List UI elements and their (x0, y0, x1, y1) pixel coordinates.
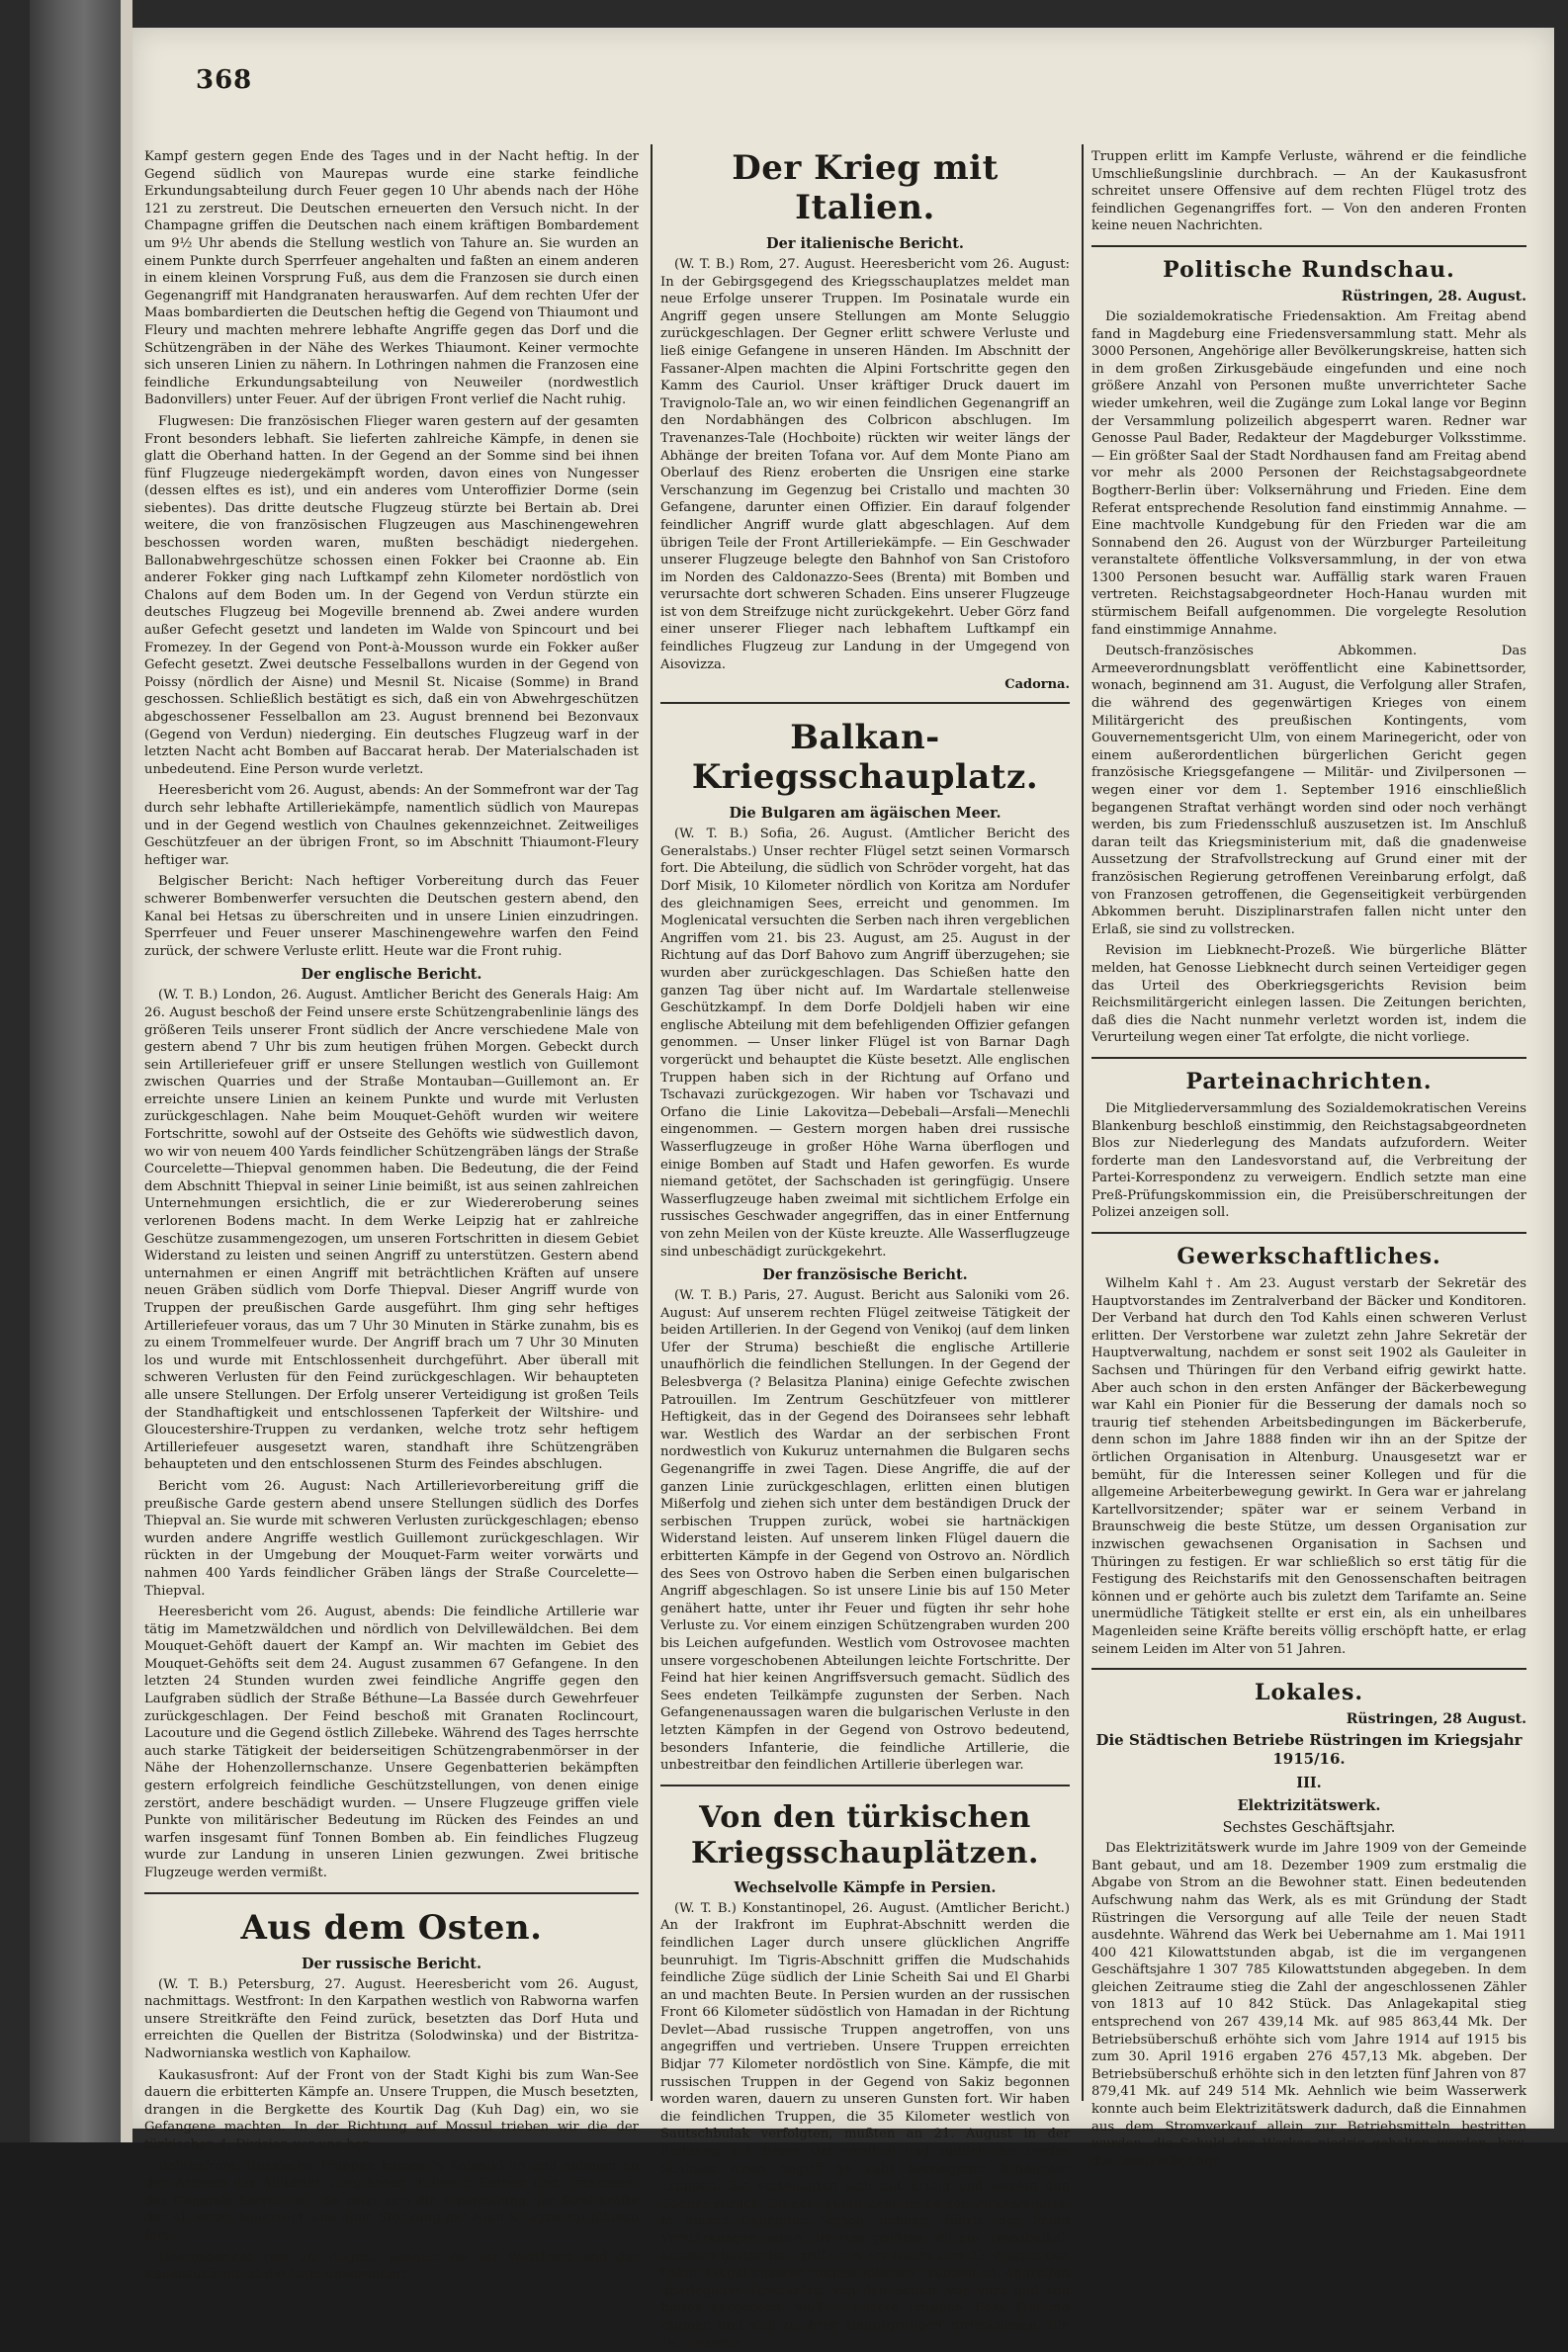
newspaper-page (132, 28, 1554, 2351)
section-subheading: Wechselvolle Kämpfe in Persien. (734, 1878, 997, 1896)
dateline: Rüstringen, 28 August. (1346, 1711, 1526, 1728)
column-3 (1091, 148, 1526, 2169)
section-heading: Von den türkischen Kriegsschauplätzen. (691, 1799, 1039, 1871)
article-paragraph: Bericht vom 26. August: Nach Artillerievorbereitung griff die preußische Garde gestern abend unsere Stellungen südlich des Dorfes Thiepval an. Sie wurde mit schweren Verlusten zurückgeschlagen; ebenso wurden andere Angriffe westlich Guillemont zurückgeschlagen. Wir rückten in der Umgebung der Mouquet-Farm weiter vorwärts und nahmen 400 Yards feindlicher Gräben längs der Straße Courcelette—Thiepval. (144, 1478, 639, 1599)
section-heading: Der Krieg mit Italien. (732, 148, 999, 227)
section-subheading: Der russische Bericht. (301, 1955, 482, 1972)
section-heading: Balkan-Kriegsschauplatz. (691, 718, 1039, 798)
article-paragraph: Heeresbericht vom 26. August, abends: An der Sommefront war der Tag durch sehr lebhafte Artilleriekämpfe, namentlich südlich von Maurepas und in der Gegend westlich von Chaulnes gekennzeichnet. Zeitweiliges Geschützfeuer an der übrigen Front, so im Abschnitt Thiaumont-Fleury heftiger war. (144, 783, 639, 868)
column-rule (651, 144, 653, 2101)
article-paragraph: (W. T. B.) Rom, 27. August. Heeresbericht vom 26. August: In der Gebirgsgegend des Kriegsschauplatzes meldet man neue Erfolge unserer Truppen. Im Posinatale wurde ein Angriff gegen unsere Stellungen am Monte Seluggio zurückgeschlagen. Der Gegner erlitt schwere Verluste und ließ einige Gefangene in unseren Händen. Im Abschnitt der Fassaner-Alpen machten die Alpini Fortschritte gegen den Kamm des Cauriol. Unser kräftiger Druck dauert im Travignolo-Tale an, wo wir einen feindlichen Gegenangriff an den Nordabhängen des Colbricon abschlugen. Im Travenanzes-Tale (Hochboite) rückten wir weiter längs der Abhänge der breiten Tofana vor. Auf dem Monte Piano am Oberlauf des Rienz eroberten die Unsrigen eine starke Verschanzung im Gegenzug bei Cristallo und machten 30 Gefangene, darunter einen Offizier. Ein darauf folgender feindlicher Angriff wurde glatt abgeschlagen. Auf dem übrigen Teile der Front Artilleriekämpfe. — Ein Geschwader unserer Flugzeuge belegte den Bahnhof von San Cristoforo im Norden des Caldonazzo-Sees (Brenta) mit Bomben und verursachte dort schweren Schaden. Eins unserer Flugzeuge ist von dem Streifzuge nicht zurückgekehrt. Ueber Görz fand einer unserer Flieger nach lebhaftem Luftkampf ein feindliches Flugzeug zur Landung in der Umgegend von Aisovizza. (660, 257, 1070, 672)
section-subheading: Der englische Bericht. (301, 966, 482, 984)
article-title: Die Städtischen Betriebe Rüstringen im Kriegsjahr 1915/16. (1095, 1731, 1523, 1769)
column-2 (660, 148, 1070, 2351)
article-paragraph: Balkanfront: Russische Truppen kamen in Saloniki an und nahmen an den Armeen der Alliierten (Engländer, Italiener, Serben und Franzosen) des Generals Sarrail teil. So setzt sich die Entwicklung der Streitkräfte der Alliierten beharrlich und ohne Stockung auf allen Kriegsschauplätzen fort. (144, 2158, 639, 2243)
section-heading: Gewerkschaftliches. (1176, 1244, 1441, 1270)
article-paragraph: Wilhelm Kahl †. Am 23. August verstarb der Sekretär des Hauptvorstandes im Zentralverband der Bäcker und Konditoren. Der Verband hat durch den Tod Kahls einen schweren Verlust erlitten. Der Verstorbene war zuletzt zehn Jahre Sekretär der Hauptverwaltung, nachdem er sonst seit 1902 als Gauleiter in Sachsen und Thüringen für den Verband eifrig gewirkt hatte. Aber auch schon in den ersten Anfänger der Bäckerbewegung war Kahl ein Pionier für die Besserung der damals noch so traurig tief stehenden Arbeitsbedingungen im Bäckerberufe, denn schon im Jahre 1888 finden wir ihn an der Spitze der örtlichen Organisation in Altenburg. Unausgesetzt war er bemüht, für die Interessen seiner Kollegen und für die allgemeine Arbeiterbewegung gewirkt. In Gera war er jahrelang Kartellvorsitzender; später war er seinem Verband in Braunschweig die beste Stütze, um dessen Organisation zur inzwischen gewachsenen Organisation in Sachsen und Thüringen zu festigen. Er war schließlich so erst tätig für die Festigung des Reichstarifs mit den Genossenschaften beitragen können und er gehörte auch bis zuletzt dem Tarifamte an. Seine unermüdliche Tätigkeit stellte er erst ein, als ein unheilbares Magenleiden seine Kräfte bereits völlig erschöpft hatte, er erlag seinem Leiden im Alter von 51 Jahren. (1091, 1276, 1526, 1657)
section-divider (660, 1785, 1070, 1786)
section-heading: Politische Rundschau. (1163, 256, 1455, 283)
section-divider (1091, 1668, 1526, 1670)
article-paragraph: Revision im Liebknecht-Prozeß. Wie bürgerliche Blätter melden, hat Genosse Liebknecht durch seinen Verteidiger gegen das Urteil des Oberkriegsgerichts Revision beim Reichsmilitärgericht einlegen lassen. Die Zeitungen berichten, daß dies die Nacht nunmehr verletzt worden ist, indem die Verurteilung wegen einer Tat erfolgte, die nicht vorliege. (1091, 943, 1526, 1046)
section-heading: Aus dem Osten. (240, 1907, 543, 1948)
section-subheading: Der italienische Bericht. (766, 235, 964, 252)
article-paragraph: Die Mitgliederversammlung des Sozialdemokratischen Vereins Blankenburg beschloß einstimmig, den Reichstagsabgeordneten Blos zur Niederlegung des Mandats aufzufordern. Weiter forderte man den Landesvorstand auf, die Verbreitung der Partei-Korrespondenz zu verweigern. Endlich setzte man eine Preß-Prüfungskommission ein, die Preisüberschreitungen der Polizei anzeigen soll. (1091, 1100, 1526, 1221)
section-divider (1091, 1057, 1526, 1059)
article-paragraph: Kampf gestern gegen Ende des Tages und in der Nacht heftig. In der Gegend südlich von Maurepas wurde eine starke feindliche Erkundungsabteilung durch Feuer gegen 10 Uhr abends nach der Höhe 121 zu zerstreut. Die Deutschen erneuerten den Versuch nicht. In der Champagne griffen die Deutschen nach einem kräftigen Bombardement um 9½ Uhr abends die Stellung westlich von Tahure an. Sie wurden an einem Punkte durch Sperrfeuer angehalten und faßten an einem anderen in einem kleinen Vorsprung Fuß, aus dem die Franzosen sie durch einen Gegenangriff mit Handgranaten herauswarfen. Auf dem rechten Ufer der Maas bombardierten die Deutschen heftig die Gegend von Thiaumont und Fleury und machten mehrere lebhafte Angriffe gegen das Dorf und die Schützengräben in der Nähe des Werkes Thiaumont. Keiner vermochte sich unseren Linien zu nähern. In Lothringen nahmen die Franzosen eine feindliche Erkundungsabteilung von Neuweiler (nordwestlich Badonvillers) unter Feuer. Auf der übrigen Front verlief die Nacht ruhig. (144, 149, 639, 408)
section-subheading: Sechstes Geschäftsjahr. (1222, 1820, 1396, 1837)
signature-line: Cadorna. (1004, 677, 1070, 693)
book-binding (30, 0, 121, 2142)
article-paragraph: (W. T. B.) Paris, 27. August. Bericht aus Saloniki vom 26. August: Auf unserem rechten Flügel zeitweise Tätigkeit der beiden Artillerien. In der Gegend von Venikoj (auf dem linken Ufer der Struma) beschießt die englische Artillerie unaufhörlich die feindlichen Stellungen. In der Gegend der Belesbverga (? Belasitza Planina) einige Gefechte zwischen Patrouillen. Im Zentrum Geschützfeuer von mittlerer Heftigkeit, das in der Gegend des Doiransees sehr lebhaft war. Westlich des Wardar an der serbischen Front nordwestlich von Kukuruz unternahmen die Bulgaren sechs Gegenangriffe in zwei Tagen. Diese Angriffe, die auf der ganzen Linie zurückgeschlagen, erlitten einen blutigen Mißerfolg und ziehen sich unter dem beständigen Druck der serbischen Truppen zurück, wobei sie hartnäckigen Widerstand leisten. Auf unserem linken Flügel dauern die erbitterten Kämpfe in der Gegend von Ostrovo an. Nördlich des Sees von Ostrovo haben die Serben einen bulgarischen Angriff abgeschlagen. So ist unsere Linie bis auf 150 Meter genähert hatte, unter ihr Feuer und fügten ihr sehr hohe Verluste zu. Vor einem einzigen Schützengraben wurden 200 bis Leichen aufgefunden. Westlich vom Ostrovosee machten unsere vorgeschobenen Abteilungen leichte Fortschritte. Der Feind hat hier keinen Angriffsversuch gemacht. Südlich des Sees endeten Teilkämpfe zugunsten der Serben. Nach Gefangenenaussagen waren die bulgarischen Verluste in den letzten Kämpfen in der Gegend von Ostrovo bedeutend, besonders Infanterie, die feindliche Artillerie, die unbestreitbar den feindlichen Artillerie überlegen war. (660, 1288, 1070, 1774)
article-paragraph: Belgischer Bericht: Nach heftiger Vorbereitung durch das Feuer schwerer Bombenwerfer versuchten die Deutschen gestern abend, den Kanal bei Hetsas zu überschreiten und in unsere Linien einzudringen. Sperrfeuer und Feuer unserer Maschinengewehre warfen den Feind zurück, der schwere Verluste erlitt. Heute war die Front ruhig. (144, 874, 639, 959)
article-paragraph: Truppen erlitt im Kampfe Verluste, während er die feindliche Umschließungslinie durchbrach. — An der Kaukasusfront schreitet unsere Offensive auf dem rechten Flügel trotz des feindlichen Gegenangriffes fort. — Von den anderen Fronten keine neuen Nachrichten. (1091, 149, 1526, 234)
article-paragraph: (W. T. B.) London, 26. August. Amtlicher Bericht des Generals Haig: Am 26. August beschoß der Feind unsere erste Schützengrabenlinie längs des größeren Teils unserer Front südlich der Ancre verschiedene Male von gestern abend 7 Uhr bis zum heutigen frühen Morgen. Gebeckt durch sein Artilleriefeuer griff er unsere Stellungen westlich von Guillemont zwischen Quarries und der Straße Montauban—Guillemont an. Er erreichte unsere Linien an keinem Punkte und wurde mit Verlusten zurückgeschlagen. Nahe beim Mouquet-Gehöft wurden wir weitere Fortschritte, sowohl auf der Ostseite des Gehöfts wie südwestlich davon, wo wir von neuem 400 Yards feindlicher Schützengräben längs der Straße Courcelette—Thiepval genommen haben. Die Bedeutung, die der Feind dem Abschnitt Thiepval in seiner Linie beimißt, ist aus seinen zahlreichen Unternehmungen ersichtlich, die er zur Wiedereroberung seines verlorenen Bodens macht. In dem Werke Leipzig hat er zahlreiche Geschütze zusammengezogen, um unseren Fortschritten in diesem Gebiet Widerstand zu leisten und seinen Angriff zu unterstützen. Gestern abend unternahmen er einen Angriff mit beträchtlichen Kräften auf unsere neuen Gräben südlich vom Dorfe Thiepval. Dieser Angriff wurde von Truppen der preußischen Garde ausgeführt. Ihm ging sehr heftiges Artilleriefeuer voraus, das um 7 Uhr 30 Minuten in Stärke zunahm, bis es zu einem Trommelfeuer wurde. Der Angriff brach um 7 Uhr 30 Minuten los und wurde mit Entschlossenheit durchgeführt. Aber überall mit schweren Verlusten für den Feind zurückgeschlagen. Wir behaupteten alle unsere Stellungen. Der Erfolg unserer Verteidigung ist großen Teils der Standhaftigkeit und entschlossenen Tapferkeit der Wiltshire- und Gloucestershire-Truppen zu verdanken, welche trotz sehr heftigem Artilleriefeuer ausgesetzt waren, standhaft ihre Schützengräben behaupteten und den entschlossenen Sturm des Feindes abschlugen. (144, 988, 639, 1473)
section-subheading: Die Bulgaren am ägäischen Meer. (729, 805, 1002, 823)
page-gutter (121, 0, 132, 2142)
section-subheading: Elektrizitätswerk. (1237, 1797, 1381, 1815)
article-paragraph: Flugwesen: Die französischen Flieger waren gestern auf der gesamten Front besonders lebhaft. Sie lieferten zahlreiche Kämpfe, in denen sie glatt die Oberhand hatten. In der Gegend an der Somme sind bei ihnen fünf Flugzeuge niedergekämpft worden, davon eines von Nungesser (dessen elftes es ist), und ein anderes vom Unteroffizier Dorme (sein siebentes). Das dritte deutsche Flugzeug stürzte bei Bertain ab. Drei weitere, die von französischen Flugzeugen aus Maschinengewehren beschossen worden waren, mußten beschädigt niedergehen. Ballonabwehrgeschütze schossen einen Fokker bei Craonne ab. Ein anderer Fokker ging nach Luftkampf zehn Kilometer nordöstlich von Chalons auf dem Boden um. In der Gegend von Verdun stürzte ein deutsches Flugzeug bei Mogeville brennend ab. Zwei andere wurden außer Gefecht gesetzt und landeten im Walde von Spincourt und bei Fromezey. In der Gegend von Pont-à-Mousson wurde ein Fokker außer Gefecht gesetzt. Zwei deutsche Fesselballons wurden in der Gegend von Poissy (nördlich der Aisne) und Mesnil St. Nicaise (Somme) in Brand geschossen. Schließlich bestätigt es sich, daß ein von Abwehrgeschützen abgeschossener Fesselballon am 23. August brennend bei Bezonvaux (Gegend von Verdun) niederging. Ein deutsches Flugzeug warf in der letzten Nacht acht Bomben auf Baccarat herab. Der Materialschaden ist unbedeutend. Eine Person wurde verletzt. (144, 413, 639, 777)
article-paragraph: Das Elektrizitätswerk wurde im Jahre 1909 von der Gemeinde Bant gebaut, und am 18. Dezember 1909 zum erstmalig die Abgabe von Strom an die Bewohner statt. Einen bedeutenden Aufschwung nahm das Werk, als es mit Gründung der Stadt Rüstringen die Versorgung auf alle Teile der neuen Stadt ausdehnte. Während das Werk bei Uebernahme am 1. Mai 1911 400 421 Kilowattstunden abgab, ist die im vergangenen Geschäftsjahre 1 307 785 Kilowattstunden abgegeben. In dem gleichen Zeitraume stieg die Zahl der angeschlossenen Zähler von 1813 auf 10 842 Stück. Das Anlagekapital stieg entsprechend von 267 439,14 Mk. auf 985 863,44 Mk. Der Betriebsüberschuß erhöhte sich vom Jahre 1914 auf 1915 bis zum 30. April 1916 ergaben 276 457,13 Mk. abgeben. Der Betriebsüberschuß erhöhte sich in den letzten fünf Jahren von 87 879,41 Mk. auf 249 514 Mk. Aehnlich wie beim Wasserwerk konnte auch beim Elektrizitätswerk dadurch, daß die Einnahmen aus dem Stromverkauf allein zur Betriebsmitteln bestritten wurden, die Schuld des Werkes niedrig gehalten werden, bzw. die finanzielle Lage (1091, 1841, 1526, 2169)
section-divider (1091, 245, 1526, 247)
article-paragraph: (W. T. B.) Konstantinopel, 26. August. (Amtlicher Bericht.) An der Irakfront im Euphrat-Abschnitt werden die feindlichen Lager durch unsere glücklichen Angriffe beunruhigt. Im Tigris-Abschnitt griffen die Mudschahids feindliche Züge südlich der Linie Scheith Sai und El Gharbi an und machten Beute. In Persien wurden an der russischen Front 66 Kilometer südöstlich von Hamadan in der Richtung Devlet—Abad russische Truppen angetroffen, von uns angegriffen und vertrieben. Unsere Truppen erreichten Bidjar 77 Kilometer nordöstlich von Sine. Kämpfe, die mit russischen Truppen in der Gegend von Sakiz begonnen worden waren, dauern zu unseren Gunsten fort. Wir haben die feindlichen Truppen, die 35 Kilometer westlich von Sautschbulak verfolgten, mußten an 21. August in der Richtung auf diesen Ort nördlich und südlich des Dorfes Schinian einen Angriff an Zahl überlegener feindlicher Truppen. Sie verteidigten sich mit Erfolg und warfen den Gegner zurück. Da dem guten Zustand seiner Verkehrsmittel in diesen Gegenden Vorteil ziehend, führte der Feind Verstärkungen heran, die zum größten Teil aus Transbaikal-Kosaken bestanden, griff er in der Nacht zum 22. August den linken Flügel unserer vorgeschobenen Truppen an. Angreifen überlegener Streitkräfte von den Seiten, von vorn und von hinten ausgesetzt, mußten unsere Truppen diese Stellung räumen und sich zu ihren Hauptgruppen zurückziehen. Ein Teil unserer (660, 1900, 1070, 2351)
section-divider (660, 702, 1070, 704)
article-paragraph: Die sozialdemokratische Friedensaktion. Am Freitag abend fand in Magdeburg eine Friedensversammlung statt. Mehr als 3000 Personen, Angehörige aller Bevölkerungskreise, hatten sich in dem großen Zirkusgebäude eingefunden und eine noch größere Anzahl von Personen mußte unverrichteter Sache wieder umkehren, weil die Zugänge zum Lokal lange vor Beginn der Versammlung polizeilich abgesperrt waren. Redner war Genosse Paul Bader, Redakteur der Magdeburger Volksstimme. — Ein größter Saal der Stadt Nordhausen fand am Freitag abend vor mehr als 2000 Personen der Reichstagsabgeordnete Bogtherr-Berlin über: Volksernährung und Frieden. Eine dem Referat entsprechende Resolution fand einstimmig Annahme. — Eine machtvolle Kundgebung für den Frieden war die am Sonnabend den 26. August von der Würzburger Parteileitung veranstaltete öffentliche Volksversammlung, in der von etwa 1300 Personen besucht war. Auffällig stark waren Frauen vertreten. Reichstagsabgeordneter Hoch-Hanau wurden mit stürmischem Beifall aufgenommen. Die vorgelegte Resolution fand einstimmige Annahme. (1091, 308, 1526, 638)
page-number: 368 (196, 65, 253, 95)
dateline: Rüstringen, 28. August. (1341, 288, 1526, 305)
article-paragraph: Heeresbericht vom 26. August, abends: An der Westfront und der Kaukasusfront ist die Lage unverändert. (144, 2249, 639, 2283)
article-paragraph: Heeresbericht vom 26. August, abends: Die feindliche Artillerie war tätig im Mametzwäldchen und nördlich von Delvillewäldchen. Bei dem Mouquet-Gehöft dauert der Kampf an. Wir machten im Gebiet des Mouquet-Gehöfts seit dem 24. August zusammen 67 Gefangene. In den letzten 24 Stunden wurden zwei feindliche Angriffe gegen den Laufgraben südlich der Straße Béthune—La Bassée durch Gewehrfeuer zurückgeschlagen. Der Feind beschoß mit Granaten Roclincourt, Lacouture und die Gegend östlich Zillebeke. Während des Tages herrschte auch starke Tätigkeit der beiderseitigen Schützengrabenmörser in der Nähe der Hohenzollernschanze. Unsere Gegenbatterien bekämpften gestern erfolgreich feindliche Geschützstellungen, von denen einige zerstört, andere beschädigt wurden. — Unsere Flugzeuge griffen viele Punkte von militärischer Bedeutung im Rücken des Feindes an und warfen insgesamt fünf Tonnen Bomben ab. Ein feindliches Flugzeug wurde zur Landung in unseren Linien gezwungen. Zwei britische Flugzeuge werden vermißt. (144, 1605, 639, 1880)
section-subheading: Der französische Bericht. (762, 1266, 968, 1284)
article-paragraph: Kaukasusfront: Auf der Front von der Stadt Kighi bis zum Wan-See dauern die erbitterten Kämpfe an. Unsere Truppen, die Musch besetzten, drangen in die Bergkette des Kourtik Dag (Kuh Dag) ein, wo sie Gefangene machten. In der Richtung auf Mossul trieben wir die der türkischen 4. Division vor uns her. (144, 2067, 639, 2152)
article-part-number: III. (1296, 1775, 1322, 1792)
article-paragraph: (W. T. B.) Petersburg, 27. August. Heeresbericht vom 26. August, nachmittags. Westfront: In den Karpathen westlich von Rabworna warfen unsere Streitkräfte den Feind zurück, besetzten das Dorf Huta und erreichten die Quellen der Bistritza (Solodwinska) und der Bistritza-Nadwornianska westlich von Kaphailow. (144, 1976, 639, 2061)
section-heading: Parteinachrichten. (1185, 1068, 1433, 1094)
column-rule (1082, 144, 1084, 2101)
section-heading: Lokales. (1254, 1680, 1364, 1706)
article-paragraph: (W. T. B.) Sofia, 26. August. (Amtlicher Bericht des Generalstabs.) Unser rechter Flügel setzt seinen Vormarsch fort. Die Abteilung, die südlich von Schröder vorgeht, hat das Dorf Misik, 10 Kilometer nördlich von Koritza am Nordufer des gleichnamigen Sees, erreicht und genommen. Im Moglenicatal versuchten die Serben nach ihren vergeblichen Angriffen vom 21. bis 23. August, am 25. August in der Richtung auf das Dorf Bahovo zum Angriff überzugehen; sie wurden aber zurückgeschlagen. Das Schießen hatte den ganzen Tag über nicht auf. Im Wardartale stellenweise Geschützkampf. In dem Dorfe Doldjeli haben wir eine englische Abteilung mit dem befehligenden Offizier gefangen genommen. — Unser linker Flügel ist von Barnar Dagh vorgerückt und behauptet die Küste besetzt. Alle englischen Truppen haben sich in der Richtung auf Orfano und Tschavazi zurückgezogen. Wir haben vor Tschavazi und Orfano die Linie Lakovitza—Debebali—Arsfali—Menechli eingenommen. — Gestern morgen haben drei russische Wasserflugzeuge in großer Höhe Warna überflogen und einige Bomben auf Stadt und Hafen geworfen. Es wurde niemand getötet, der Sachschaden ist geringfügig. Unsere Wasserflugzeuge haben zweimal mit sichtlichem Erfolge ein russisches Geschwader angegriffen, das in einer Entfernung von zehn Meilen von der Küste kreuzte. Alle Wasserflugzeuge sind unbeschädigt zurückgekehrt. (660, 827, 1070, 1260)
column-1 (144, 148, 639, 2283)
section-divider (144, 1892, 639, 1894)
section-divider (1091, 1232, 1526, 1234)
article-paragraph: Deutsch-französisches Abkommen. Das Armeeverordnungsblatt veröffentlicht eine Kabinettsorder, wonach, beginnend am 31. August, die Verfolgung aller Strafen, die während des gegenwärtigen Krieges von einem Militärgericht des preußischen Kontingents, vom Gouvernementsgericht Ulm, von einem Marinegericht, oder von einem außerordentlichen bürgerlichen Gericht gegen französische Kriegsgefangene — Militär- und Zivilpersonen — wegen einer vor dem 1. September 1916 einschließlich begangenen Straftat verhängt worden sind oder noch verhängt werden, bis zum Friedensschluß auszusetzen ist. Im Anschluß daran teilt das Kriegsministerium mit, daß die gnadenweise Aussetzung der Strafvollstreckung auf Grund einer mit der französischen Regierung getroffenen Vereinbarung erfolgt, daß von Franzosen getroffenen, die Gegenseitigkeit verbürgenden Abkommen beruht. Disziplinarstrafen fallen nicht unter den Erlaß, sie sind zu vollstrecken. (1091, 644, 1526, 937)
